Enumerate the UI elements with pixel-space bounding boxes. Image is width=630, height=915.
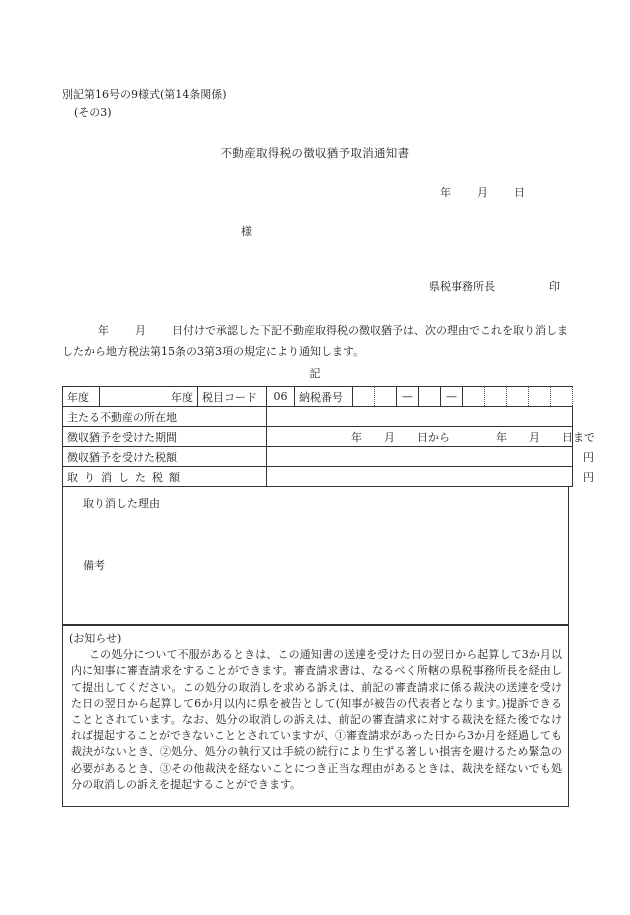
body-month: 月 — [135, 324, 146, 337]
deferral-period-label: 徴収猶予を受けた期間 — [63, 427, 267, 447]
cancellation-reason-label: 取り消した理由 — [83, 497, 160, 510]
taxpayer-number-digit — [353, 387, 375, 407]
period-to-month: 月 — [529, 430, 540, 444]
period-to-year: 年 — [496, 430, 507, 444]
taxpayer-number-dash: — — [397, 387, 419, 407]
date-month-label: 月 — [477, 186, 488, 199]
date-year-label: 年 — [440, 186, 451, 199]
deferred-amount-field — [267, 447, 594, 467]
cancelled-amount-unit: 円 — [583, 470, 594, 484]
fiscal-year-label: 年度 — [63, 387, 100, 407]
table-row — [63, 427, 573, 447]
form-subnumber: (その3) — [74, 106, 112, 119]
taxpayer-number-digit — [529, 387, 551, 407]
taxpayer-number-digit — [507, 387, 529, 407]
taxpayer-number-digit — [419, 387, 441, 407]
notice-body: この処分について不服があるときは、この通知書の送達を受けた日の翌日から起算して3か月以内に知事に審査請求をすることができます。審査請求書は、なるべく所轄の県税事務所長を経由して提出してください。この処分の取消しを求める訴えは、前記の審査請求に係る裁決の送達を受けた日の翌日から起算して6か月以内に県を被告として(知事が被告の代表者となります。)提訴できることとされています。なお、処分の取消しの訴えは、前記の審査請求に対する裁決を経た後でなければ提起することができないこととされていますが、①審査請求があった日から3か月を経過しても裁決がないとき、②処分、処分の執行又は手続の続行により生ずる著しい損害を避けるため緊急の必要があるとき、③その他裁決を経ないことにつき正当な理由があるときは、裁決を経ないでも処分の取消しの訴えを提起することができます。 — [71, 648, 562, 791]
period-from-year: 年 — [351, 430, 362, 444]
taxpayer-number-digit — [463, 387, 485, 407]
notice-box — [62, 625, 569, 807]
period-to-day: 日まで — [562, 430, 595, 444]
period-from-month: 月 — [384, 430, 395, 444]
table-row — [63, 387, 573, 407]
cancelled-amount-field — [267, 467, 594, 487]
addressee-suffix: 様 — [241, 225, 252, 238]
issue-date — [440, 184, 525, 200]
deferral-period-field — [267, 427, 595, 447]
body-rest: 日付けで承認した下記不動産取得税の徴収猶予は、次の理由でこれを取り消しましたから地方税法第15条の3第3項の規定により通知します。 — [62, 324, 568, 358]
notice-heading: (お知らせ) — [69, 632, 122, 645]
taxpayer-number-digit — [375, 387, 397, 407]
table-row — [63, 407, 573, 427]
table-row — [63, 447, 573, 467]
taxpayer-number-label: 納税番号 — [295, 387, 353, 407]
date-day-label: 日 — [514, 186, 525, 199]
seal-mark: 印 — [549, 280, 560, 293]
notice-paragraph — [62, 320, 568, 362]
document-title: 不動産取得税の徴収猶予取消通知書 — [220, 146, 410, 160]
cancelled-amount-label: 取り消した税額 — [63, 467, 267, 487]
reason-remarks-box — [62, 487, 569, 625]
tax-code-label: 税目コード — [198, 387, 267, 407]
form-number: 別記第16号の9様式(第14条関係) — [62, 88, 227, 101]
period-from-day: 日から — [417, 430, 450, 444]
taxpayer-number-digit — [551, 387, 573, 407]
table-row — [63, 467, 573, 487]
taxpayer-number-digit — [485, 387, 507, 407]
taxpayer-number-dash: — — [441, 387, 463, 407]
body-year: 年 — [98, 324, 109, 337]
deferred-amount-label: 徴収猶予を受けた税額 — [63, 447, 267, 467]
property-location-field — [267, 407, 573, 427]
issuer-office: 県税事務所長 — [429, 280, 495, 293]
tax-code-value: 06 — [267, 387, 295, 407]
details-table — [62, 386, 595, 487]
fiscal-year-field: 年度 — [100, 387, 198, 407]
ki-heading: 記 — [309, 367, 321, 380]
remarks-label: 備考 — [83, 559, 105, 572]
property-location-label: 主たる不動産の所在地 — [63, 407, 267, 427]
deferred-amount-unit: 円 — [583, 450, 594, 464]
